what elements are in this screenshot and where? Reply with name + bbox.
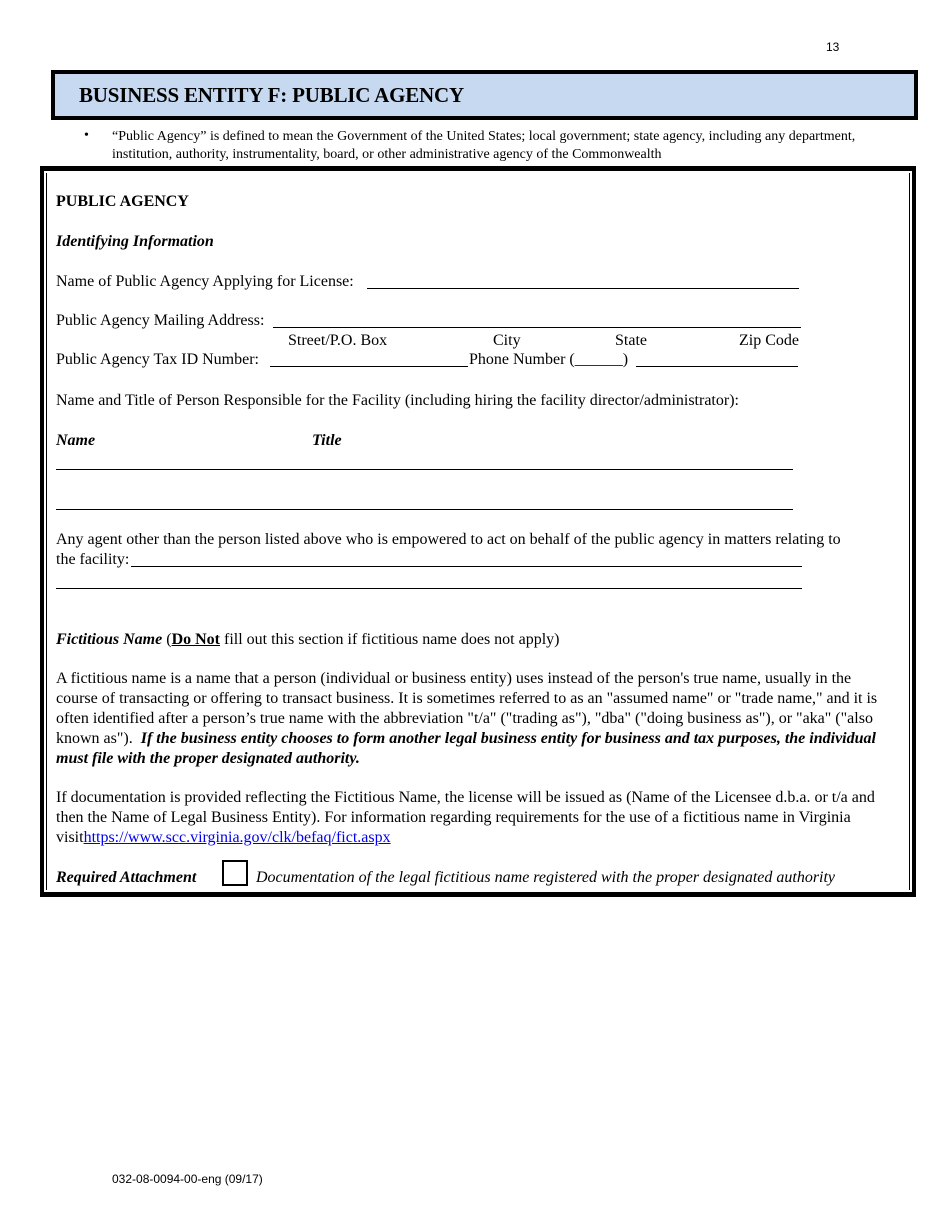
page-number: 13 [826, 40, 840, 54]
required-attachment-label: Required Attachment [56, 869, 197, 886]
responsible-person-line-2[interactable] [56, 509, 793, 510]
fictitious-definition-text: A fictitious name is a name that a person (individual or business entity) uses instead of the person's true name, usually in the course of transacting or offering to transact business. It is sometimes referred to as an "assumed name" or "trade name," and it is often identified after a person’s true name with the abbreviation "t/a" ("trading as"), "dba" ("doing business as"), or "aka" ("also known as"). [56, 670, 878, 747]
fictitious-instruction: fill out this section if fictitious name does not apply) [224, 631, 560, 648]
title-column-label: Title [312, 432, 342, 449]
scc-link[interactable]: https://www.scc.virginia.gov/clk/befaq/fict.aspx [83, 829, 391, 846]
mailing-address-field[interactable] [273, 327, 801, 328]
agent-field-line-2[interactable] [56, 588, 802, 589]
state-caption: State [615, 332, 647, 349]
attachment-description: Documentation of the legal fictitious name registered with the proper designated authority [256, 869, 836, 886]
fictitious-documentation-text: If documentation is provided reflecting the Fictitious Name, the license will be issued as (Name of the Licensee d.b.a. or t/a and then the Name of Legal Business Entity). For information regarding requirements for the use of a fictitious name in Virginia visit [56, 789, 875, 846]
agent-label-line-2: the facility: [56, 551, 130, 568]
responsible-person-label: Name and Title of Person Responsible for the Facility (including hiring the facility director/administrator): [56, 392, 739, 409]
tax-id-label: Public Agency Tax ID Number: [56, 351, 259, 368]
agent-label-line-1: Any agent other than the person listed above who is empowered to act on behalf of the public agency in matters relating to [56, 531, 841, 548]
section-subtitle: Identifying Information [56, 233, 214, 250]
bullet-icon: • [84, 128, 89, 143]
definition-text: “Public Agency” is defined to mean the Government of the United States; local government; state agency, including any department, institution, authority, instrumentality, board, or other administrative agency of the Commonwealth [112, 129, 856, 162]
fictitious-documentation-info [56, 788, 892, 848]
form-id: 032-08-0094-00-eng (09/17) [112, 1172, 263, 1186]
tax-id-field[interactable] [270, 366, 468, 367]
phone-field[interactable] [636, 366, 798, 367]
mailing-address-label: Public Agency Mailing Address: [56, 312, 265, 329]
fictitious-name-heading [56, 630, 560, 650]
fictitious-definition [56, 669, 892, 769]
phone-label: Phone Number (______) [469, 351, 629, 368]
open-paren: ( [166, 631, 172, 648]
attachment-checkbox[interactable] [222, 860, 248, 886]
agent-field-line-1[interactable] [131, 566, 802, 567]
street-caption: Street/P.O. Box [288, 332, 388, 349]
city-caption: City [493, 332, 521, 349]
section-title: PUBLIC AGENCY [56, 193, 189, 210]
fictitious-definition-bold: If the business entity chooses to form another legal business entity for business and tax purposes, the individual must file with the proper designated authority. [56, 730, 876, 767]
agency-name-field[interactable] [367, 288, 799, 289]
page-title: BUSINESS ENTITY F: PUBLIC AGENCY [79, 83, 464, 107]
section-header [51, 70, 918, 120]
name-column-label: Name [56, 432, 96, 449]
responsible-person-line-1[interactable] [56, 469, 793, 470]
agency-name-label: Name of Public Agency Applying for License: [56, 273, 354, 290]
do-not-label: Do Not [171, 631, 220, 648]
zip-caption: Zip Code [739, 332, 799, 349]
fictitious-name-title: Fictitious Name [56, 631, 163, 648]
